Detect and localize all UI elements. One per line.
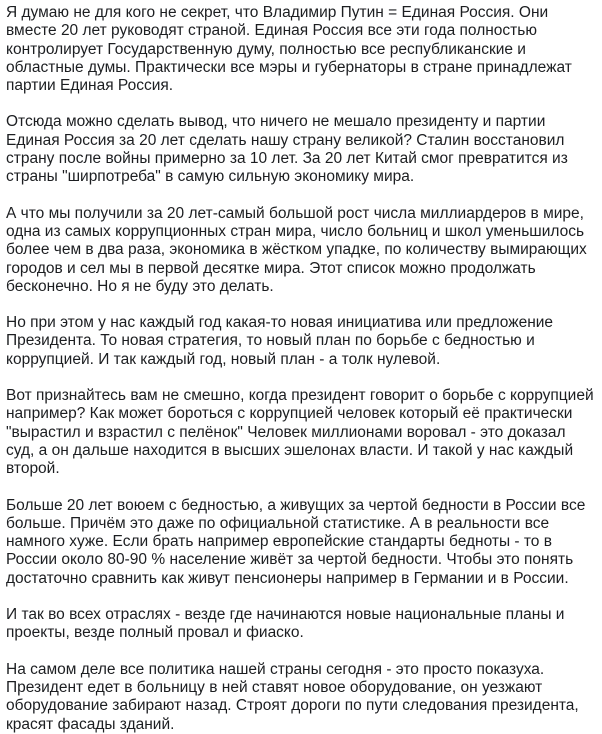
paragraph-3: А что мы получили за 20 лет-самый большой рост числа миллиардеров в мире, одна из самых коррупционных стран мира, число больниц и школ уменьшилось более чем в два раза, экономика в жёстком упадке, по количеству вымирающих городов и сел мы в первой десятке мира. Этот список можно продолжать бесконечно. Но я не буду это делать.	[6, 204, 587, 295]
paragraph-2: Отсюда можно сделать вывод, что ничего не мешало президенту и партии Единая Россия за 20 лет сделать нашу страну великой? Сталин восстановил страну после войны примерно за 10 лет. За 20 лет Китай смог превратится из страны "ширпотреба" в самую сильную экономику мира.	[6, 113, 568, 186]
paragraph-8: На самом деле все политика нашей страны сегодня - это просто показуха. Президент едет в больницу в ней ставят новое оборудование, он уезжают оборудование забирают назад. Строят дороги по пути следования президента, красят фасады зданий.	[6, 660, 579, 733]
paragraph-4: Но при этом у нас каждый год какая-то новая инициатива или предложение Президента. То новая стратегия, то новый план по борьбе с бедностью и коррупцией. И так каждый год, новый план - а толк нулевой.	[6, 314, 554, 368]
paragraph-6: Больше 20 лет воюем с бедностью, а живущих за чертой бедности в России все больше. Причём это даже по официальной статистике. А в реальности все намного хуже. Если брать например европейские стандарты бедноты - то в России около 80-90 % население живёт за чертой бедности. Чтобы это понять достаточно сравнить как живут пенсионеры например в Германии и в России.	[6, 496, 586, 587]
paragraph-7: И так во всех отраслях - везде где начинаются новые национальные планы и проекты, везде полный провал и фиаско.	[6, 606, 565, 642]
paragraph-5: Вот признайтесь вам не смешно, когда президент говорит о борьбе с коррупцией например? Как может бороться с коррупцией человек который её практически "вырастил и взрастил с пелёнок" Человек миллионами воровал - это доказал суд, а он дальше находится в высших эшелонах власти. И такой у нас каждый второй.	[6, 387, 594, 478]
paragraph-1: Я думаю не для кого не секрет, что Владимир Путин = Единая Россия. Они вместе 20 лет руководят страной. Единая Россия все эти года полностью контролирует Государственную думу, полностью все республиканские и областные думы. Практически все мэры и губернаторы в стране принадлежат партии Единая Россия.	[6, 4, 572, 95]
